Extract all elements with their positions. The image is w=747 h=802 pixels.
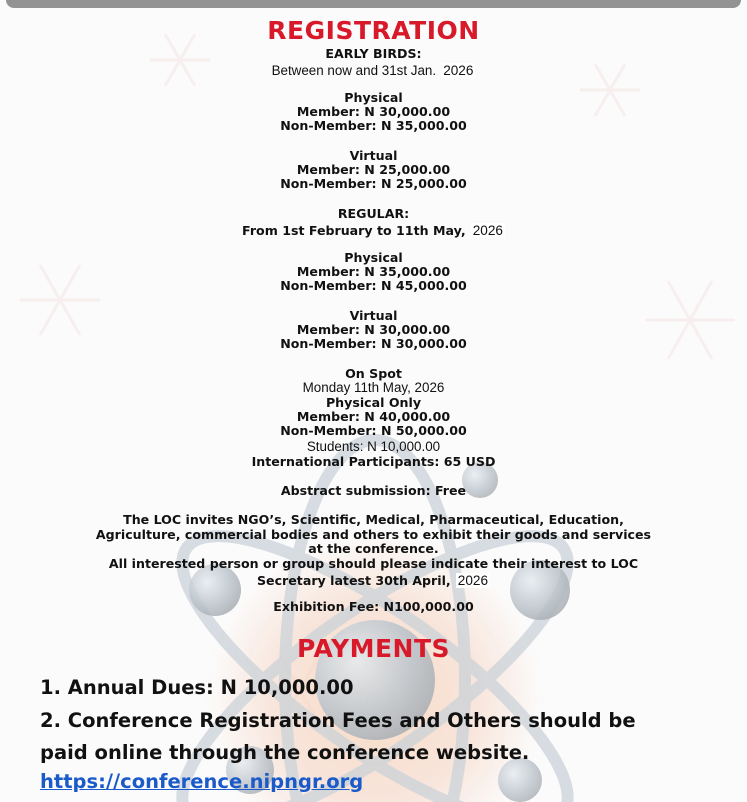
- on-spot-international: International Participants: 65 USD: [251, 454, 496, 469]
- invite-line-2: Agriculture, commercial bodies and others to exhibit their goods and services: [95, 527, 652, 542]
- regular-virtual-heading: Virtual: [349, 308, 398, 323]
- on-spot-member: Member: N 40,000.00: [296, 409, 451, 424]
- invite-line-4: All interested person or group should please indicate their interest to LOC: [108, 556, 639, 571]
- on-spot-date: Monday 11th May, 2026: [302, 380, 445, 395]
- early-birds-period-line: [0, 60, 747, 79]
- regular-period-line: [0, 220, 747, 239]
- invite-line-5-text: Secretary latest 30th April,: [256, 573, 451, 588]
- regular-physical-heading: Physical: [344, 250, 403, 265]
- early-physical-member: Member: N 30,000.00: [296, 104, 451, 119]
- invite-line-3: at the conference.: [308, 541, 439, 556]
- regular-physical-non-member: Non-Member: N 45,000.00: [280, 278, 467, 293]
- early-virtual-non-member: Non-Member: N 25,000.00: [280, 176, 467, 191]
- regular-period: From 1st February to 11th May,: [242, 223, 466, 238]
- on-spot-note: Physical Only: [325, 395, 422, 410]
- regular-physical-member: Member: N 35,000.00: [296, 264, 451, 279]
- payment-item-2-line-2: paid online through the conference website.: [40, 741, 530, 764]
- on-spot-students: Students: N 10,000.00: [306, 439, 441, 454]
- regular-heading: REGULAR:: [337, 206, 410, 221]
- regular-virtual-member: Member: N 30,000.00: [296, 322, 451, 337]
- early-virtual-member: Member: N 25,000.00: [296, 162, 451, 177]
- abstract-submission: Abstract submission: Free: [280, 483, 467, 498]
- invite-line-5: [0, 570, 747, 589]
- early-birds-period: Between now and 31st Jan.: [271, 63, 437, 78]
- conference-website-link[interactable]: https://conference.nipngr.org: [40, 770, 364, 793]
- early-birds-heading: EARLY BIRDS:: [325, 46, 422, 61]
- payments-title: PAYMENTS: [296, 634, 451, 663]
- early-physical-heading: Physical: [344, 90, 403, 105]
- regular-year: 2026: [472, 223, 503, 238]
- early-virtual-heading: Virtual: [349, 148, 398, 163]
- early-birds-year: 2026: [443, 63, 474, 78]
- invite-year: 2026: [457, 573, 489, 588]
- early-physical-non-member: Non-Member: N 35,000.00: [280, 118, 467, 133]
- on-spot-heading: On Spot: [345, 366, 402, 381]
- exhibition-fee: Exhibition Fee: N100,000.00: [273, 599, 474, 614]
- payment-item-2-line-1: 2. Conference Registration Fees and Others should be: [40, 709, 636, 732]
- registration-title: REGISTRATION: [267, 16, 480, 45]
- invite-line-1: The LOC invites NGO’s, Scientific, Medical, Pharmaceutical, Education,: [123, 512, 624, 527]
- payment-item-1: 1. Annual Dues: N 10,000.00: [40, 676, 354, 699]
- regular-virtual-non-member: Non-Member: N 30,000.00: [280, 336, 467, 351]
- on-spot-non-member: Non-Member: N 50,000.00: [280, 423, 467, 438]
